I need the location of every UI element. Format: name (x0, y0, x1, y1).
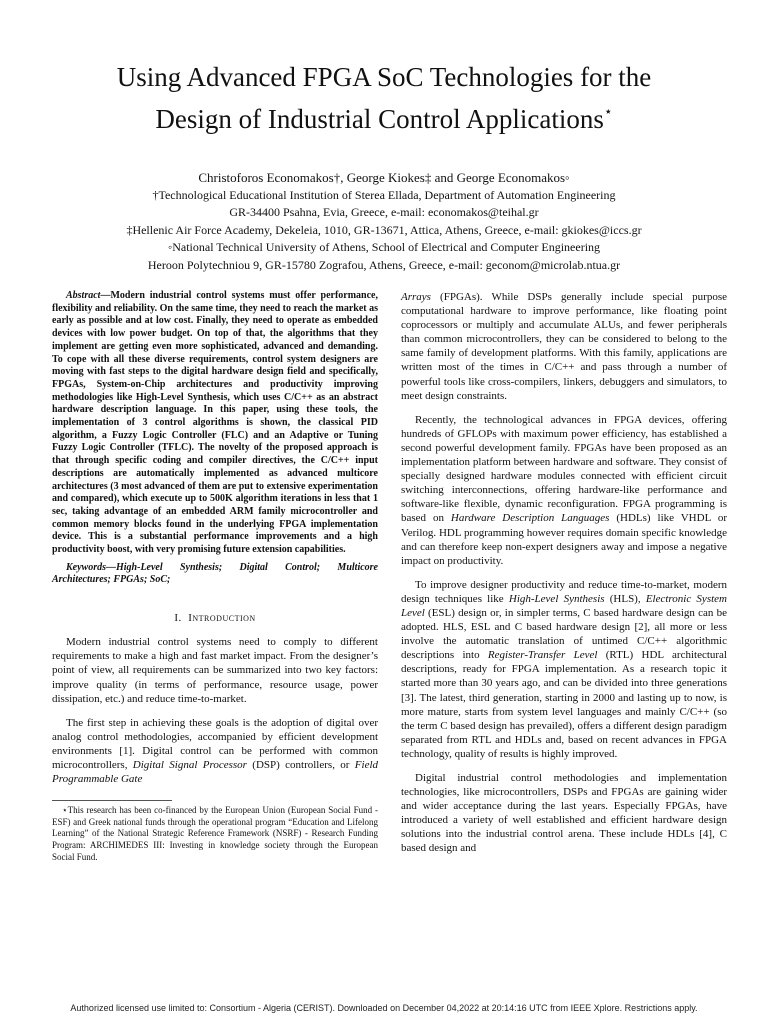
body-paragraph (401, 771, 727, 856)
paragraph-text: (HDLs) like VHDL or Verilog. HDL programming however requires domain specific knowledge and can therefore keep non-expert designers away and impose a negative impact on productivity. (401, 512, 727, 567)
emphasized-term: Hardware Description Languages (450, 512, 610, 525)
affiliation-line: ◦National Technical University of Athens, School of Electrical and Computer Engineering (167, 240, 601, 255)
footnote: ⋆This research has been co-financed by the European Union (European Social Fund - ESF) and Greek national funds through the operational program “Education and Lifelong Learning” of the National Strategic Reference Framework (NSRF) - Research Funding Program: ARCHIMEDES III: Investing in knowledge society through the European Social Fund. (52, 805, 378, 862)
paragraph-text: (RTL) HDL architectural descriptions, ready for FPGA implementation. As a research topic it started more than 30 years ago, and can be divided into three generations [3]. The latest, third generation, starting in 2000 and lasting up to now, is more mature, starts from system level languages and mainly C/C++ (so the term C based design has prevailed), offers a different design paradigm separated from RTL and HDLs and, based on recent advances in FPGA technology, quality of results is highly improved. (401, 649, 727, 760)
footnote-divider (52, 800, 172, 801)
paragraph-text: Modern industrial control systems need to comply to different requirements to make a high and fast market impact. From the designer’s point of view, all requirements can be summarized into two key factors: improve quality (in terms of performance, resource usage, power dissipation, etc.) and reduce time-to-market. (52, 636, 378, 705)
body-paragraph (52, 716, 378, 786)
affiliation-line: ‡Hellenic Air Force Academy, Dekeleia, 1010, GR-13671, Attica, Athens, Greece, e-mail: gkiokes@iccs.gr (126, 222, 642, 237)
right-body-text (401, 290, 727, 856)
affiliation-line: †Technological Educational Institution of Sterea Ellada, Department of Automation Engineering (152, 188, 616, 202)
paragraph-text: (FPGAs). While DSPs generally include special purpose computational hardware to improve performance, like floating point coprocessors or multiply and accumulate ALUs, and fewer peripherals than common microcontrollers, they can be considered to belong to the same family of development platforms. With this family, applications are written most of the times in C/C++ and pass through a number of powerful tools like cross-compilers, linkers, debuggers and simulators, to meet design constraints. (401, 291, 727, 402)
section-heading (52, 611, 378, 625)
section-number: I. (174, 612, 182, 625)
paragraph-text: (HLS), (604, 592, 646, 605)
left-body-text (52, 635, 378, 786)
emphasized-term: Arrays (401, 291, 431, 303)
left-column (52, 290, 378, 863)
keywords: Keywords—High-Level Synthesis; Digital Control; Multicore Architectures; FPGAs; SoC; (52, 561, 378, 586)
right-column (401, 290, 727, 866)
title-footnote-mark: ⋆ (603, 105, 613, 120)
title-line-2: Design of Industrial Control Applications (155, 104, 604, 134)
abstract-label: Abstract (66, 290, 101, 301)
license-footer: Authorized licensed use limited to: Consortium - Algeria (CERIST). Downloaded on December 04,2022 at 20:14:16 UTC from IEEE Xplore. Restrictions apply. (70, 1003, 698, 1013)
paper-title (40, 60, 728, 137)
paragraph-text: To improve designer productivity and reduce time-to-market, modern design techniques like (401, 578, 727, 605)
paragraph-text: (DSP) controllers, or (246, 759, 355, 772)
abstract-text: —Modern industrial control systems must offer performance, flexibility and reliability. On the same time, they need to reach the market as early as possible and at low cost. Finally, they need to operate as embedded devices with low power budget. On top of that, the algorithms that they implement are getting even more sophisticated, advanced and demanding. To cope with all these diverse requirements, control system designers are moving with fast steps to the digital hardware design field and specifically, FPGAs, System-on-Chip architectures and productivity improving methodologies like High-Level Synthesis, which uses C/C++ as an abstract hardware description language. In this paper, using these tools, the implementation of 3 control algorithms is shown, the classical PID algorithm, a Fuzzy Logic Controller (FLC) and an Adaptive or Tuning Fuzzy Logic Controller (TFLC). The novelty of the proposed approach is that through specific coding and compiler directives, the C/C++ input descriptions are automatically implemented as advanced multicore architectures (3 most advanced of them are put to extensive experimentation and compared), which execute up to 500K algorithm iterations in less that 1 sec, taking advantage of an embedded ARM family microcontroller and common memory blocks found in the underlying FPGA implementation device. This is a substantial performance improvements and a high productivity boost, with very promising future extension capabilities. (52, 290, 378, 556)
body-paragraph (52, 635, 378, 705)
section-title: Introduction (188, 612, 256, 625)
body-paragraph (401, 290, 727, 403)
author-names: Christoforos Economakos†, George Kiokes‡ and George Economakos◦ (198, 170, 570, 185)
paragraph-text: The first step in achieving these goals is the adoption of digital over analog control methodologies, accompanied by efficient development environments [1]. Digital control can be performed with common microcontrollers, (52, 716, 378, 772)
paragraph-text: Recently, the technological advances in FPGA devices, offering hundreds of GFLOPs with maximum power efficiency, has established a second powerful development family. FPGAs have been proposed as an implementation platform between hardware and software. They consist of specially designed hardware modules connected with efficient circuit switching interconnections, offering hardware-like performance and software-like flexible, dynamic reconfiguration. FPGA programming is based on (401, 413, 727, 525)
affiliation-line: GR-34400 Psahna, Evia, Greece, e-mail: economakos@teihal.gr (229, 205, 539, 220)
emphasized-term: Electronic System Level (401, 592, 727, 619)
emphasized-term: Register-Transfer Level (487, 649, 598, 662)
abstract (52, 290, 378, 557)
emphasized-term: Field Programmable Gate (52, 759, 379, 786)
title-line-1: Using Advanced FPGA SoC Technologies for the (116, 62, 652, 92)
body-paragraph (401, 413, 727, 568)
paragraph-text: (ESL) design or, in simpler terms, C based hardware design can be adopted. HLS, ESL and C based hardware design [2], all more or less involve the automatic translation of untimed C/C++ algorithmic descriptions into (401, 606, 727, 662)
paragraph-text: Digital industrial control methodologies and implementation technologies, like microcontrollers, DSPs and FPGAs are gaining wider and wider acceptance during the last years. Especially FPGAs, have introduced a variety of well established and efficient hardware design solutions into the industrial control arena. These include HDLs [4], C based design and (401, 772, 727, 855)
author-block (40, 168, 728, 274)
emphasized-term: High-Level Synthesis (508, 592, 605, 605)
affiliation-line: Heroon Polytechniou 9, GR-15780 Zografou, Athens, Greece, e-mail: geconom@microlab.ntua.gr (147, 257, 621, 272)
emphasized-term: Digital Signal Processor (132, 759, 247, 772)
body-paragraph (401, 578, 727, 761)
